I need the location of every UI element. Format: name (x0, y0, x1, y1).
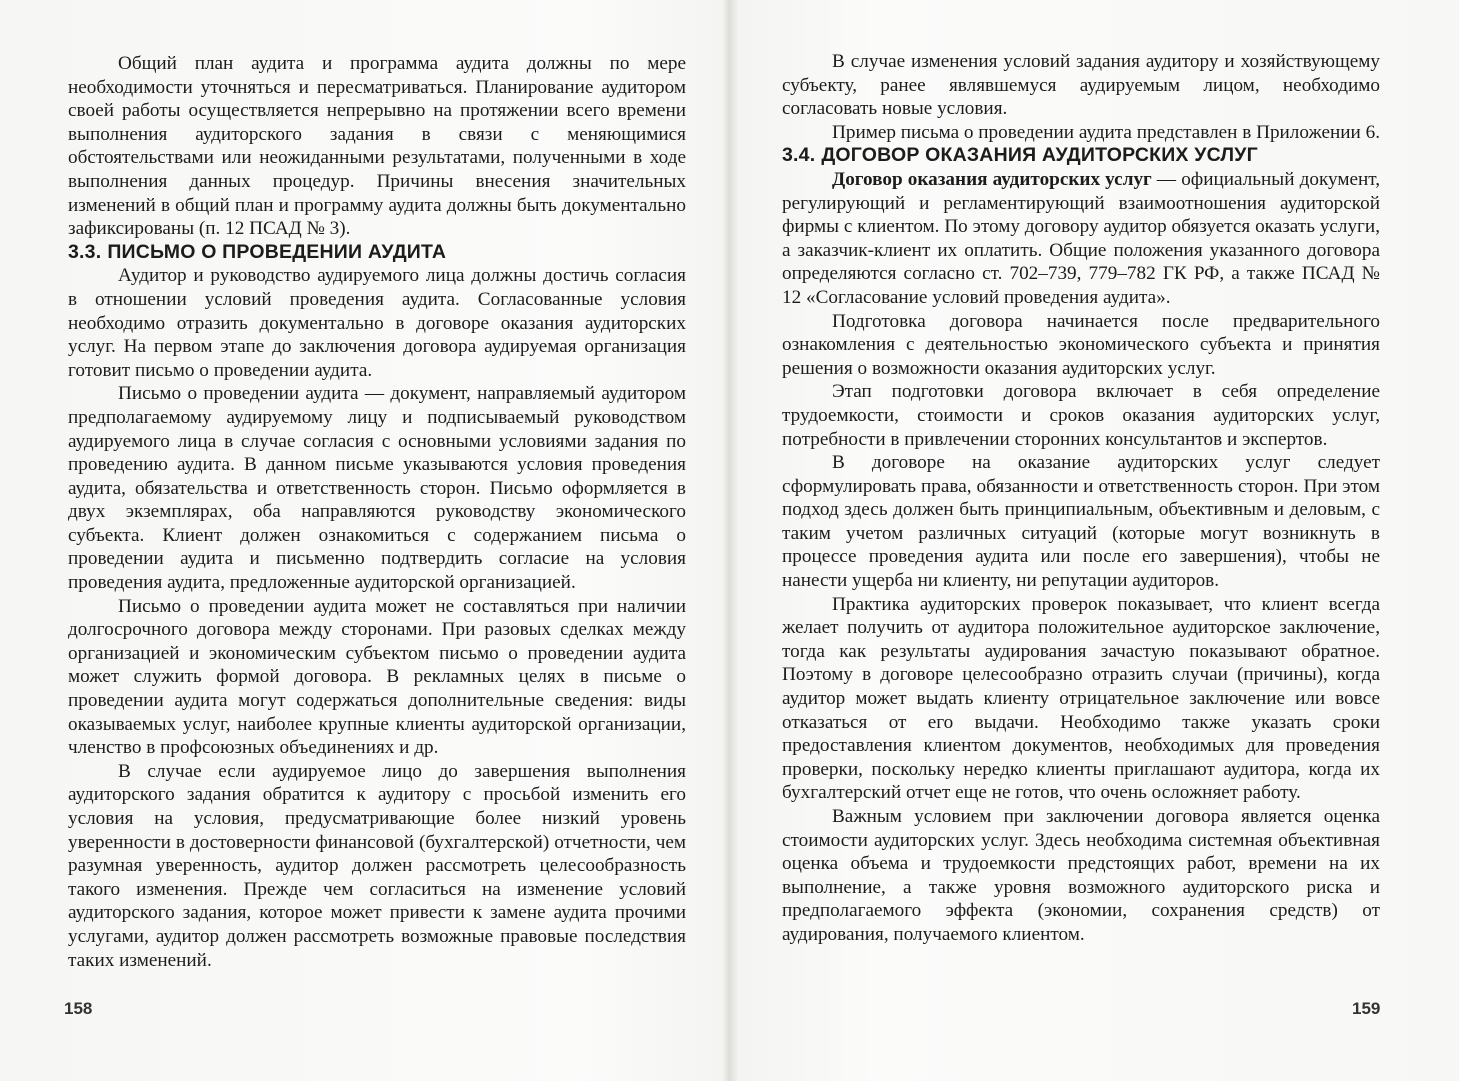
left-intro-paragraph: Общий план аудита и программа аудита должны по мере необходимости уточняться и пересматриваться. Планирование аудитором своей работы осуществляется непрерывно на протяжении всего времени выполнения аудиторского задания в связи с меняющимися обстоятельствами или неожиданными результатами, полученными в ходе выполнения данных процедур. Причины внесения значительных изменений в общий план и программу аудита должны быть документально зафиксированы (п. 12 ПСАД № 3). (68, 53, 686, 240)
section-number: 3.4. (782, 144, 816, 167)
right-page-body (782, 50, 1380, 947)
page-number-right: 159 (1352, 999, 1381, 1018)
right-intro-paragraph-1: В случае изменения условий задания аудитору и хозяйствующему субъекту, ранее являвшемуся аудируемым лицом, необходимо согласовать новые условия. (782, 51, 1380, 120)
left-page (0, 0, 728, 1081)
section-number: 3.3. (68, 240, 102, 263)
right-paragraph-5: Практика аудиторских проверок показывает, что клиент всегда желает получить от аудитора положительное аудиторское заключение, тогда как результаты аудирования зачастую показывают обратное. Поэтому в договоре целесообразно отразить случаи (причины), когда аудитор может выдать клиенту отрицательное заключение или вовсе отказаться от его выдачи. Необходимо также указать сроки предоставления клиентом документов, необходимых для проведения проверки, поскольку нередко клиенты приглашают аудитора, когда их бухгалтерский отчет еще не готов, что очень осложняет работу. (782, 593, 1380, 804)
section-title: ПИСЬМО О ПРОВЕДЕНИИ АУДИТА (107, 240, 447, 263)
left-paragraph-1: Аудитор и руководство аудируемого лица должны достичь согласия в отношении условий проведения аудита. Согласованные условия необходимо отразить документально в договоре оказания аудиторских услуг. На первом этапе до заключения договора аудируемая организация готовит письмо о проведении аудита. (68, 265, 686, 381)
right-paragraph-1 (782, 168, 1380, 310)
page-number-left: 158 (64, 999, 93, 1018)
defined-term: Договор оказания аудиторских услуг (832, 168, 1152, 190)
left-paragraph-4: В случае если аудируемое лицо до завершения выполнения аудиторского задания обратится к аудитору с просьбой изменить его условия на условия, предусматривающие более низкий уровень уверенности в достоверности финансовой (бухгалтерской) отчетности, чем разумная уверенность, аудитор должен рассмотреть целесообразность такого изменения. Прежде чем согласиться на изменение условий аудиторского задания, которое может привести к замене аудита прочими услугами, аудитор должен рассмотреть возможные правовые последствия таких изменений. (68, 760, 686, 971)
left-paragraph-3: Письмо о проведении аудита может не составляться при наличии долгосрочного договора между сторонами. При разовых сделках между организацией и экономическим субъектом письмо о проведении аудита может служить формой договора. В рекламных целях в письме о проведении аудита могут содержаться дополнительные сведения: виды оказываемых услуг, наиболее крупные клиенты аудиторской организации, членство в профсоюзных объединениях и др. (68, 595, 686, 759)
right-intro-paragraph-2: Пример письма о проведении аудита представлен в Приложении 6. (832, 121, 1381, 143)
right-paragraph-2: Подготовка договора начинается после предварительного ознакомления с деятельностью экономического субъекта и принятия решения о возможности оказания аудиторских услуг. (782, 310, 1380, 379)
right-paragraph-4: В договоре на оказание аудиторских услуг следует сформулировать права, обязанности и ответственность сторон. При этом подход здесь должен быть принципиальным, объективным и деловым, с таким учетом различных ситуаций (которые могут возникнуть в процессе проведения аудита или после его завершения), чтобы не нанести ущерба ни клиенту, ни репутации аудиторов. (782, 452, 1380, 592)
section-title: ДОГОВОР ОКАЗАНИЯ АУДИТОРСКИХ УСЛУГ (821, 144, 1258, 167)
right-page (730, 0, 1459, 1081)
right-paragraph-3: Этап подготовки договора включает в себя определение трудоемкости, стоимости и сроков оказания аудиторских услуг, потребности в привлечении сторонних консультантов и экспертов. (782, 381, 1380, 450)
section-heading-3-4 (782, 144, 1380, 168)
definition-text: — официальный документ, регулирующий и регламентирующий взаимоотношения аудиторской фирмы с клиентом. По этому договору аудитор обязуется оказать услуги, а заказчик-клиент их оплатить. Общие положения указанного договора определяются согласно ст. 702–739, 779–782 ГК РФ, а также ПСАД № 12 «Согласование условий проведения аудита». (782, 168, 1380, 308)
left-paragraph-2: Письмо о проведении аудита — документ, направляемый аудитором предполагаемому аудируемому лицу и подписываемый руководством аудируемого лица в случае согласия с основными условиями задания по проведению аудита. В данном письме указываются условия проведения аудита, обязательства и ответственность сторон. Письмо оформляется в двух экземплярах, оба направляются руководству экономического субъекта. Клиент должен ознакомиться с содержанием письма о проведении аудита и письменно подтвердить согласие на условия проведения аудита, предложенные аудиторской организацией. (68, 383, 686, 594)
section-heading-3-3 (68, 241, 686, 265)
right-paragraph-6: Важным условием при заключении договора является оценка стоимости аудиторских услуг. Здесь необходима системная объективная оценка объема и трудоемкости предстоящих работ, времени на их выполнение, а также уровня возможного аудиторского риска и предполагаемого эффекта (экономии, сохранения средств) от аудирования, получаемого клиентом. (782, 806, 1380, 945)
left-page-body (68, 52, 686, 972)
